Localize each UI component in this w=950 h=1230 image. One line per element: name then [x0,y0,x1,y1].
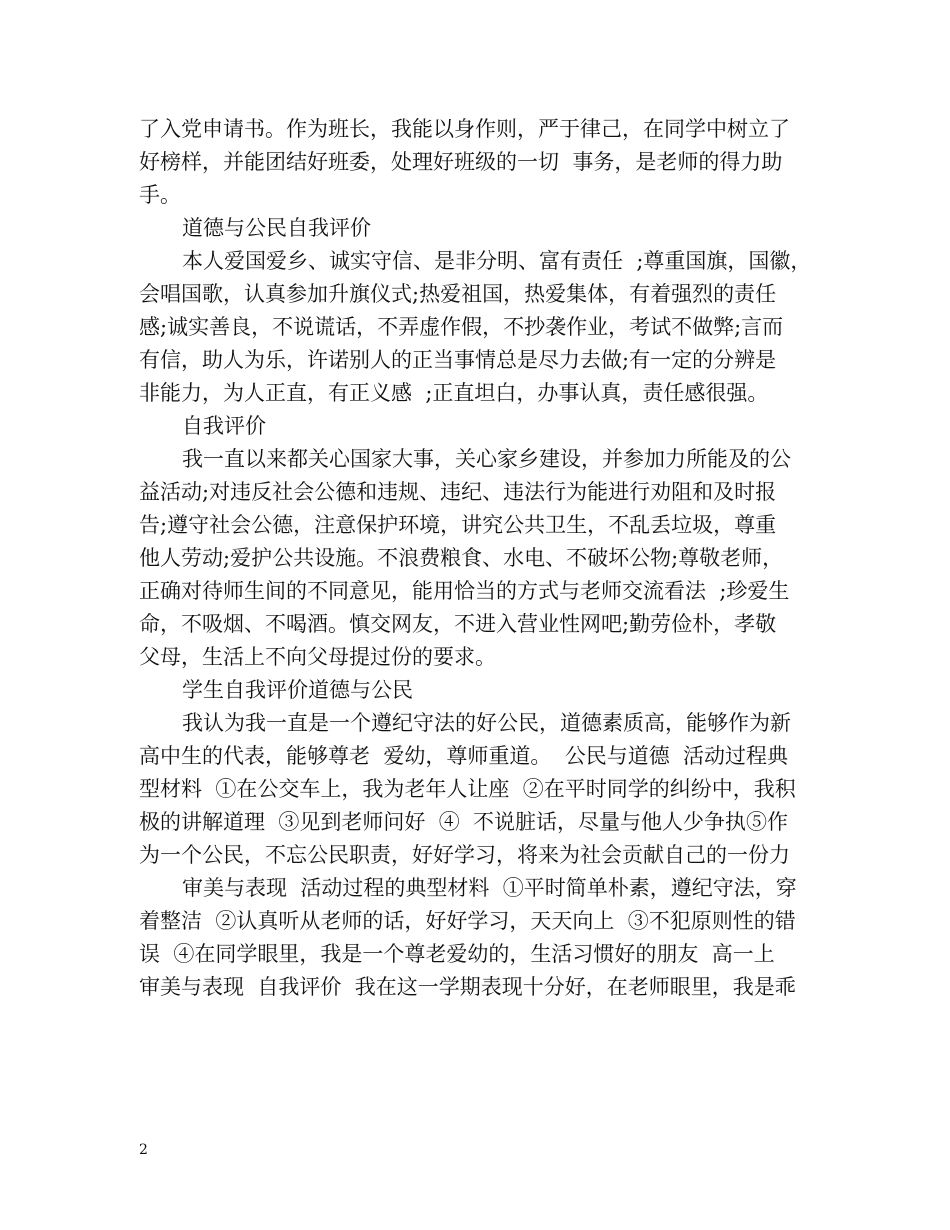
text-line: 本人爱国爱乡、诚实守信、是非分明、富有责任 ;尊重国旗，国徽， [182,249,812,273]
text-line: 着整洁 ②认真听从老师的话，好好学习，天天向上 ③不犯原则性的错 [139,909,796,933]
text-line: 命，不吸烟、不喝酒。慎交网友，不进入营业性网吧;勤劳俭朴，孝敬 [139,612,777,636]
text-line: 型材料 ①在公交车上，我为老年人让座 ②在平时同学的纠纷中，我积 [139,777,796,801]
section-heading: 自我评价 [182,414,266,438]
text-line: 为一个公民，不忘公民职责，好好学习，将来为社会贡献自己的一份力 [139,843,790,867]
text-line: 告;遵守社会公德，注意保护环境，讲究公共卫生，不乱丢垃圾，尊重 [139,513,777,537]
body-text [139,113,829,1004]
text-line: 了入党申请书。作为班长，我能以身作则，严于律己，在同学中树立了 [139,117,790,141]
section-heading: 道德与公民自我评价 [182,216,371,240]
text-line: 有信，助人为乐，许诺别人的正当事情总是尽力去做;有一定的分辨是 [139,348,777,372]
text-line: 审美与表现 自我评价 我在这一学期表现十分好，在老师眼里，我是乖 [139,975,796,999]
text-line: 益活动;对违反社会公德和违规、违纪、违法行为能进行劝阻和及时报 [139,480,777,504]
text-line: 高中生的代表，能够尊老 爱幼，尊师重道。 公民与道德 活动过程典 [139,744,789,768]
text-line: 父母，生活上不向父母提过份的要求。 [139,645,496,669]
page-number: 2 [139,1142,148,1158]
text-line: 感;诚实善良，不说谎话，不弄虚作假，不抄袭作业，考试不做弊;言而 [139,315,784,339]
text-line: 好榜样，并能团结好班委，处理好班级的一切 事务，是老师的得力助 [139,150,783,174]
text-line: 审美与表现 活动过程的典型材料 ①平时简单朴素，遵纪守法，穿 [182,876,797,900]
text-line: 非能力，为人正直，有正义感 ;正直坦白，办事认真，责任感很强。 [139,381,769,405]
text-line: 正确对待师生间的不同意见，能用恰当的方式与老师交流看法 ;珍爱生 [139,579,790,603]
text-line: 我认为我一直是一个遵纪守法的好公民，道德素质高，能够作为新 [182,711,791,735]
text-line: 手。 [139,183,181,207]
text-line: 误 ④在同学眼里，我是一个尊老爱幼的，生活习惯好的朋友 高一上 [139,942,775,966]
text-line: 会唱国歌，认真参加升旗仪式;热爱祖国，热爱集体，有着强烈的责任 [139,282,777,306]
text-line: 他人劳动;爱护公共设施。不浪费粮食、水电、不破坏公物;尊敬老师， [139,546,784,570]
text-line: 极的讲解道理 ③见到老师问好 ④ 不说脏话，尽量与他人少争执⑤作 [139,810,789,834]
section-heading: 学生自我评价道德与公民 [182,678,413,702]
text-line: 我一直以来都关心国家大事，关心家乡建设，并参加力所能及的公 [182,447,791,471]
